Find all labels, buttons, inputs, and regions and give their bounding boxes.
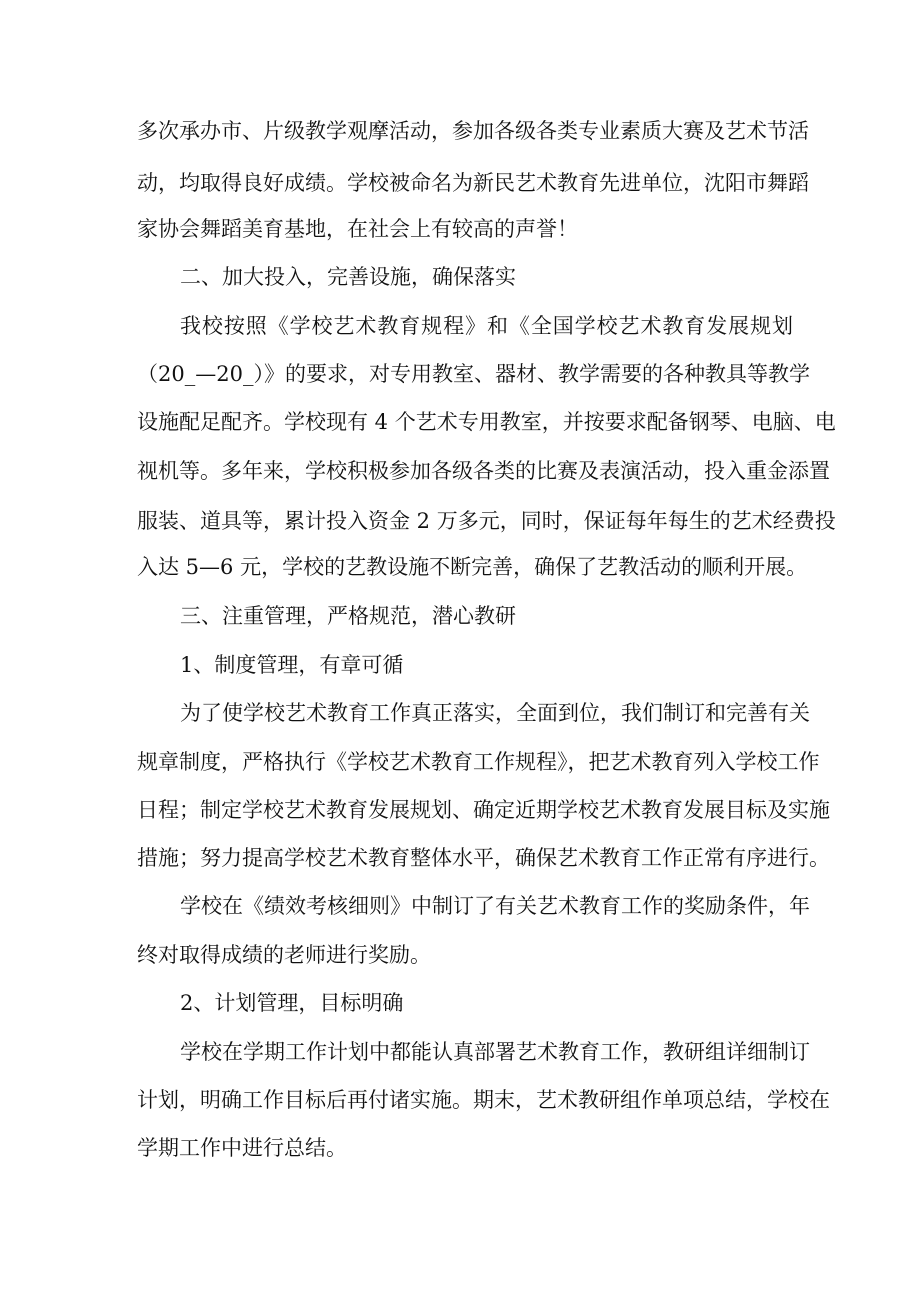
section-heading: 三、注重管理，严格规范，潜心教研 (180, 604, 516, 628)
paragraph-line: 视机等。多年来，学校积极参加各级各类的比赛及表演活动，投入重金添置 (137, 459, 830, 483)
paragraph-line: 入达 5—6 元，学校的艺教设施不断完善，确保了艺教活动的顺利开展。 (137, 555, 808, 579)
paragraph-line: 规章制度，严格执行《学校艺术教育工作规程》，把艺术教育列入学校工作 (137, 750, 820, 774)
paragraph-line: 家协会舞蹈美育基地，在社会上有较高的声誉！ (137, 217, 578, 241)
paragraph-line: 学期工作中进行总结。 (137, 1136, 347, 1160)
section-heading: 二、加大投入，完善设施，确保落实 (180, 265, 516, 289)
paragraph-line: （20_—20_）》的要求，对专用教室、器材、教学需要的各种教具等教学 (137, 362, 810, 386)
paragraph-line: 为了使学校艺术教育工作真正落实，全面到位，我们制订和完善有关 (180, 701, 810, 725)
paragraph-line: 学校在《绩效考核细则》中制订了有关艺术教育工作的奖励条件，年 (180, 894, 810, 918)
paragraph-line: 终对取得成绩的老师进行奖励。 (137, 943, 431, 967)
paragraph-line: 服装、道具等，累计投入资金 2 万多元，同时，保证每年每生的艺术经费投 (137, 509, 836, 533)
paragraph-line: 措施；努力提高学校艺术教育整体水平，确保艺术教育工作正常有序进行。 (137, 846, 830, 870)
subsection-heading: 2、计划管理，目标明确 (180, 991, 404, 1015)
paragraph-line: 学校在学期工作计划中都能认真部署艺术教育工作，教研组详细制订 (180, 1040, 810, 1064)
paragraph-line: 日程；制定学校艺术教育发展规划、确定近期学校艺术教育发展目标及实施 (137, 798, 830, 822)
paragraph-line: 多次承办市、片级教学观摩活动，参加各级各类专业素质大赛及艺术节活 (137, 119, 809, 143)
paragraph-line: 设施配足配齐。学校现有 4 个艺术专用教室，并按要求配备钢琴、电脑、电 (137, 410, 836, 434)
paragraph-line: 计划，明确工作目标后再付诸实施。期末，艺术教研组作单项总结，学校在 (137, 1088, 830, 1112)
subsection-heading: 1、制度管理，有章可循 (180, 653, 404, 677)
paragraph-line: 我校按照《学校艺术教育规程》和《全国学校艺术教育发展规划 (180, 314, 793, 338)
paragraph-line: 动，均取得良好成绩。学校被命名为新民艺术教育先进单位，沈阳市舞蹈 (137, 171, 809, 195)
